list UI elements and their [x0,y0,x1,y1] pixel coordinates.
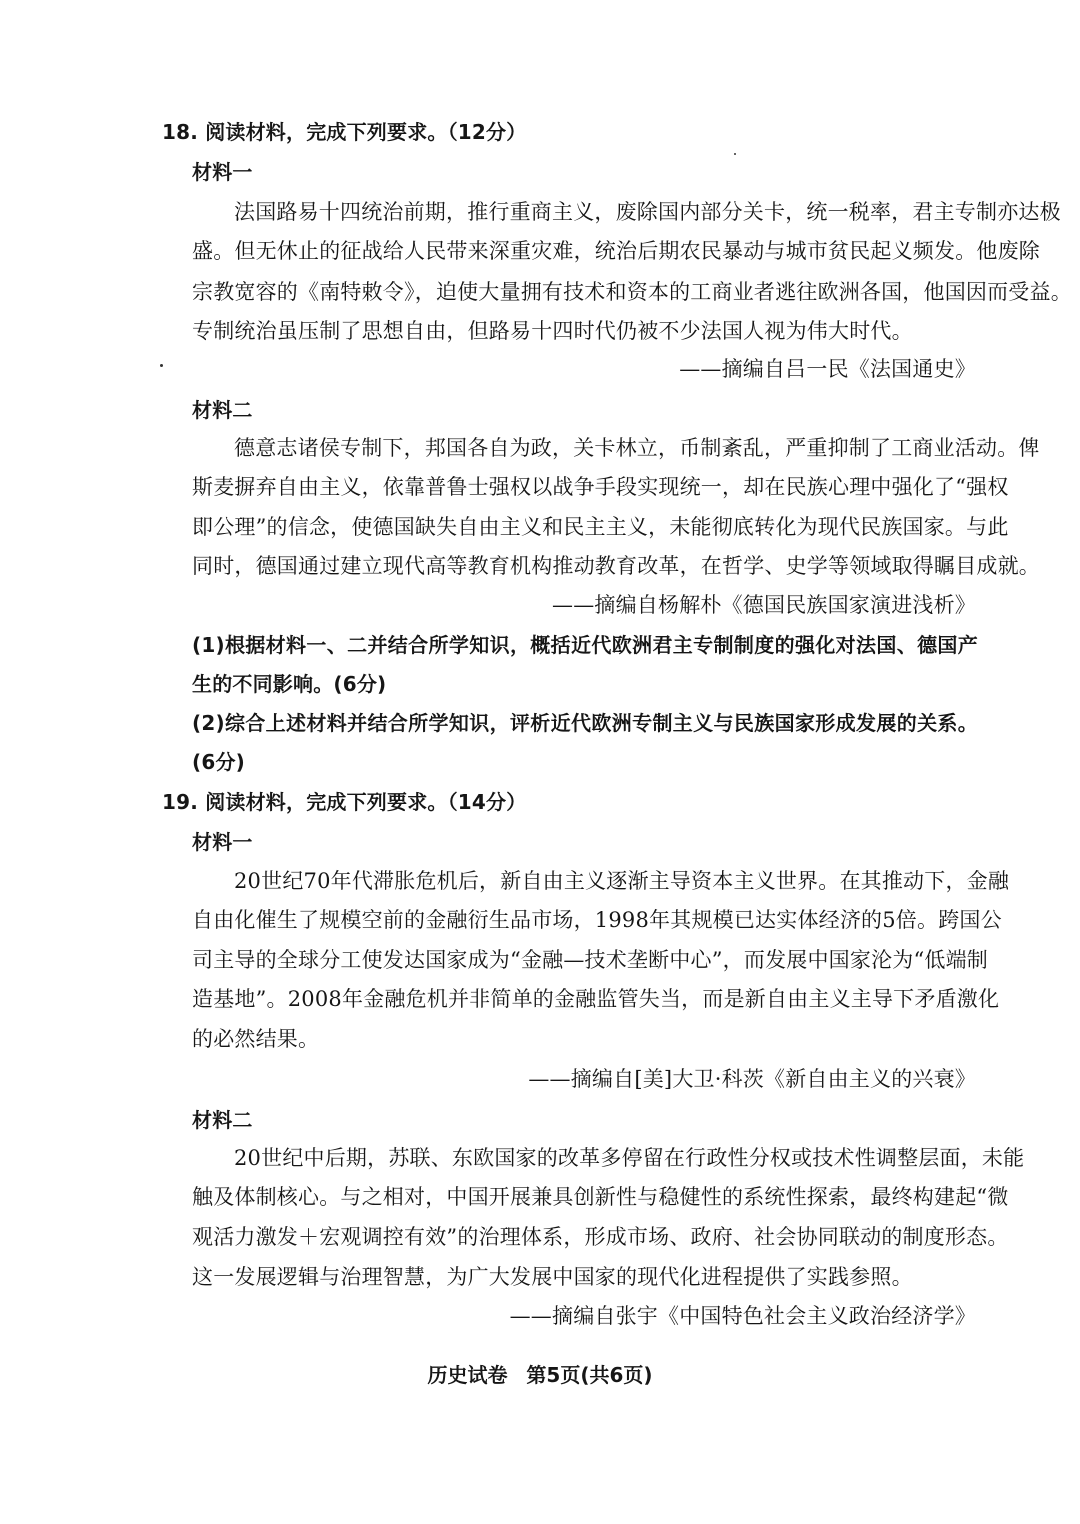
q18-subquestion-1-line-2: 生的不同影响。(6分) [192,672,387,696]
q18-m2-source: ——摘编自杨解朴《德国民族国家演进浅析》 [552,593,976,617]
footer-page-number: 第5页(共6页) [526,1363,653,1387]
q18-m2-line-1: 德意志诸侯专制下，邦国各自为政，关卡林立，币制紊乱，严重抑制了工商业活动。俾 [234,436,1040,460]
footer-subject: 历史试卷 [427,1363,508,1387]
q18-subquestion-2-line-2: (6分) [192,750,245,774]
q19-m2-line-3: 观活力激发＋宏观调控有效”的治理体系，形成市场、政府、社会协同联动的制度形态。 [192,1225,1009,1249]
q18-m2-line-3: 即公理”的信念，使德国缺失自由主义和民主主义，未能彻底转化为现代民族国家。与此 [192,515,1009,539]
q19-m2-source: ——摘编自张宇《中国特色社会主义政治经济学》 [509,1304,976,1328]
q18-m1-line-3: 宗教宽容的《南特敕令》，迫使大量拥有技术和资本的工商业者逃往欧洲各国，他国因而受益。 [192,280,1072,304]
q18-m1-line-2: 盛。但无休止的征战给人民带来深重灾难，统治后期农民暴动与城市贫民起义频发。他废除 [192,239,1040,263]
q18-m1-line-4: 专制统治虽压制了思想自由，但路易十四时代仍被不少法国人视为伟大时代。 [192,319,913,343]
q19-m1-line-5: 的必然结果。 [192,1027,320,1051]
question-18-heading: 18. 阅读材料，完成下列要求。（12分） [162,120,527,144]
scan-speck [160,364,163,367]
q18-m1-source: ——摘编自吕一民《法国通史》 [679,357,976,381]
q19-material-1-label: 材料一 [192,830,253,854]
q19-m2-line-4: 这一发展逻辑与治理智慧，为广大发展中国家的现代化进程提供了实践参照。 [192,1265,913,1289]
q18-m2-line-4: 同时，德国通过建立现代高等教育机构推动教育改革，在哲学、史学等领域取得瞩目成就。 [192,554,1040,578]
q18-material-1-label: 材料一 [192,160,253,184]
q18-material-2-label: 材料二 [192,398,253,422]
q19-m1-line-2: 自由化催生了规模空前的金融衍生品市场，1998年其规模已达实体经济的5倍。跨国公 [192,908,1002,932]
q18-subquestion-2-line-1: (2)综合上述材料并结合所学知识，评析近代欧洲专制主义与民族国家形成发展的关系。 [192,711,978,735]
q19-material-2-label: 材料二 [192,1108,253,1132]
scan-speck [734,153,736,155]
q19-m1-line-3: 司主导的全球分工使发达国家成为“金融—技术垄断中心”，而发展中国家沦为“低端制 [192,948,989,972]
q18-subquestion-1-line-1: (1)根据材料一、二并结合所学知识，概括近代欧洲君主专制制度的强化对法国、德国产 [192,633,978,657]
page-footer [0,1360,1080,1390]
q18-m2-line-2: 斯麦摒弃自由主义，依靠普鲁士强权以战争手段实现统一，却在民族心理中强化了“强权 [192,475,1009,499]
q19-m1-source: ——摘编自[美]大卫·科茨《新自由主义的兴衰》 [528,1067,976,1091]
question-19-heading: 19. 阅读材料，完成下列要求。（14分） [162,790,527,814]
q19-m1-line-1: 20世纪70年代滞胀危机后，新自由主义逐渐主导资本主义世界。在其推动下，金融 [234,869,1010,893]
q19-m2-line-1: 20世纪中后期，苏联、东欧国家的改革多停留在行政性分权或技术性调整层面，未能 [234,1146,1025,1170]
q18-m1-line-1: 法国路易十四统治前期，推行重商主义，废除国内部分关卡，统一税率，君主专制亦达极 [234,200,1061,224]
q19-m1-line-4: 造基地”。2008年金融危机并非简单的金融监管失当，而是新自由主义主导下矛盾激化 [192,987,1000,1011]
q19-m2-line-2: 触及体制核心。与之相对，中国开展兼具创新性与稳健性的系统性探索，最终构建起“微 [192,1185,1009,1209]
